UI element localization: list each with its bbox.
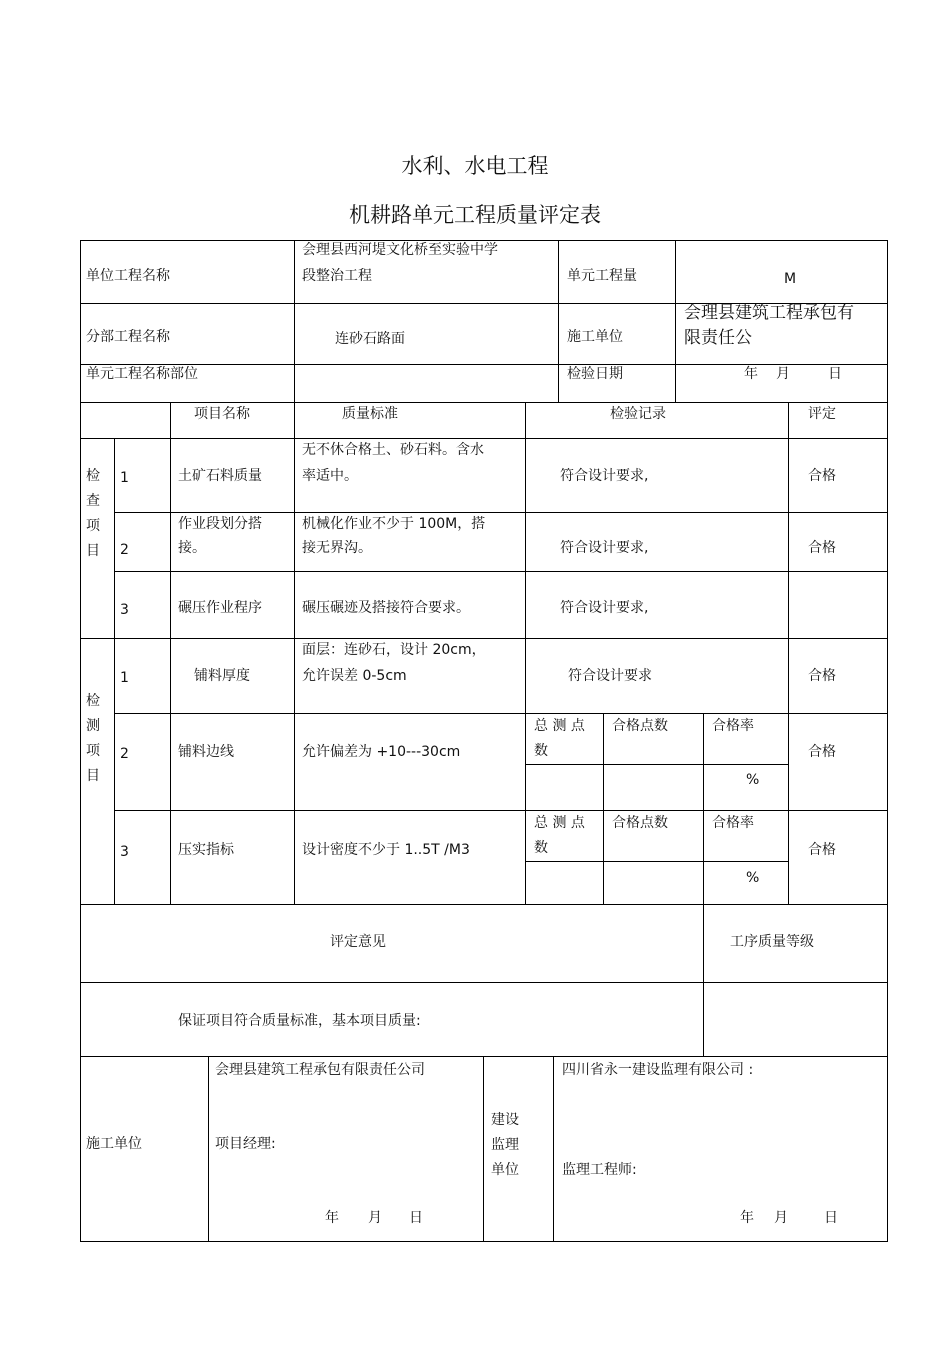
check-row-no: 3 — [120, 602, 129, 618]
col-inspection-record: 检验记录 — [610, 406, 666, 422]
measure-group-char: 检 — [86, 693, 100, 709]
pass-rate-label: 合格率 — [712, 718, 754, 734]
supervision-label: 监理 — [491, 1137, 519, 1153]
opinion-text: 保证项目符合质量标准，基本项目质量: — [178, 1013, 421, 1029]
check-row-standard: 机械化作业不少于 100M，搭 — [302, 516, 486, 532]
date-year: 年 — [744, 366, 758, 382]
pass-points-label: 合格点数 — [612, 815, 668, 831]
form-title: 机耕路单元工程质量评定表 — [349, 203, 601, 227]
measure-row-name: 铺料边线 — [178, 744, 234, 760]
check-row-name: 碾压作业程序 — [178, 600, 262, 616]
measure-row-no: 1 — [120, 670, 129, 686]
measure-row-rating: 合格 — [808, 842, 836, 858]
supervision-label: 单位 — [491, 1162, 519, 1178]
total-points-label: 总 测 点 — [534, 718, 585, 734]
measure-row-name: 铺料厚度 — [194, 668, 250, 684]
check-group-char: 项 — [86, 518, 100, 534]
percent-sign: % — [746, 870, 760, 886]
construction-company: 会理县建筑工程承包有限责任公司 — [215, 1062, 425, 1078]
col-item-name: 项目名称 — [194, 406, 250, 422]
measure-row-standard: 面层：连砂石，设计 20cm， — [302, 642, 486, 658]
supervision-sign-year: 年 — [740, 1210, 754, 1226]
pass-rate-label: 合格率 — [712, 815, 754, 831]
element-quantity-label: 单元工程量 — [567, 268, 637, 284]
check-row-rating: 合格 — [808, 468, 836, 484]
measure-row-rating: 合格 — [808, 668, 836, 684]
check-row-record: 符合设计要求, — [560, 600, 649, 616]
measure-row-name: 压实指标 — [178, 842, 234, 858]
inspection-date-label: 检验日期 — [567, 366, 623, 382]
check-row-standard: 无不休合格土、砂石料。含水 — [302, 442, 484, 458]
contractor-label: 施工单位 — [567, 329, 623, 345]
measure-row-record: 符合设计要求 — [568, 668, 652, 684]
date-month: 月 — [776, 366, 790, 382]
check-row-standard: 接无界沟。 — [302, 540, 372, 556]
opinion-label: 评定意见 — [330, 934, 386, 950]
unit-project-value-line2: 段整治工程 — [302, 268, 372, 284]
contractor-value-line2: 限责任公 — [684, 328, 752, 348]
percent-sign: % — [746, 772, 760, 788]
check-row-name: 作业段划分搭 — [178, 516, 262, 532]
check-row-standard: 碾压碾迹及搭接符合要求。 — [302, 600, 470, 616]
measure-group-char: 目 — [86, 768, 100, 784]
measure-row-rating: 合格 — [808, 744, 836, 760]
unit-project-value-line1: 会理县西河堤文化桥至实验中学 — [302, 242, 498, 258]
construction-sign-month: 月 — [368, 1210, 382, 1226]
measure-group-char: 项 — [86, 743, 100, 759]
measure-row-no: 3 — [120, 844, 129, 860]
total-points-label: 总 测 点 — [534, 815, 585, 831]
check-group-char: 检 — [86, 468, 100, 484]
total-points-label: 数 — [534, 743, 548, 759]
check-row-standard: 率适中。 — [302, 468, 358, 484]
construction-sign-day: 日 — [409, 1210, 423, 1226]
supervision-label: 建设 — [491, 1112, 519, 1128]
measure-group-char: 测 — [86, 718, 100, 734]
pass-points-label: 合格点数 — [612, 718, 668, 734]
unit-project-label: 单位工程名称 — [86, 268, 170, 284]
check-row-name: 土矿石料质量 — [178, 468, 262, 484]
project-manager-label: 项目经理: — [215, 1136, 276, 1152]
measure-row-standard: 允许误差 0-5cm — [302, 668, 407, 684]
col-quality-standard: 质量标准 — [342, 406, 398, 422]
check-row-no: 2 — [120, 542, 129, 558]
supervision-sign-month: 月 — [774, 1210, 788, 1226]
check-group-char: 目 — [86, 543, 100, 559]
supervision-company: 四川省永一建设监理有限公司 : — [562, 1062, 754, 1078]
check-row-no: 1 — [120, 470, 129, 486]
element-quantity-value: M — [784, 271, 797, 287]
check-row-record: 符合设计要求, — [560, 540, 649, 556]
total-points-label: 数 — [534, 840, 548, 856]
document-title: 水利、水电工程 — [401, 154, 549, 178]
contractor-value-line1: 会理县建筑工程承包有 — [684, 303, 854, 323]
check-row-record: 符合设计要求, — [560, 468, 649, 484]
division-value: 连砂石路面 — [335, 331, 405, 347]
check-row-rating: 合格 — [808, 540, 836, 556]
supervising-engineer-label: 监理工程师: — [562, 1162, 637, 1178]
element-location-label: 单元工程名称部位 — [86, 366, 198, 382]
supervision-sign-day: 日 — [824, 1210, 838, 1226]
grade-label: 工序质量等级 — [730, 934, 814, 950]
construction-sign-year: 年 — [325, 1210, 339, 1226]
division-label: 分部工程名称 — [86, 329, 170, 345]
measure-row-standard: 允许偏差为 +10---30cm — [302, 744, 461, 760]
col-rating: 评定 — [808, 406, 836, 422]
check-group-char: 查 — [86, 493, 100, 509]
construction-unit-label: 施工单位 — [86, 1136, 142, 1152]
measure-row-no: 2 — [120, 746, 129, 762]
measure-row-standard: 设计密度不少于 1..5T /M3 — [302, 842, 470, 858]
date-day: 日 — [828, 366, 842, 382]
check-row-name: 接。 — [178, 540, 206, 556]
